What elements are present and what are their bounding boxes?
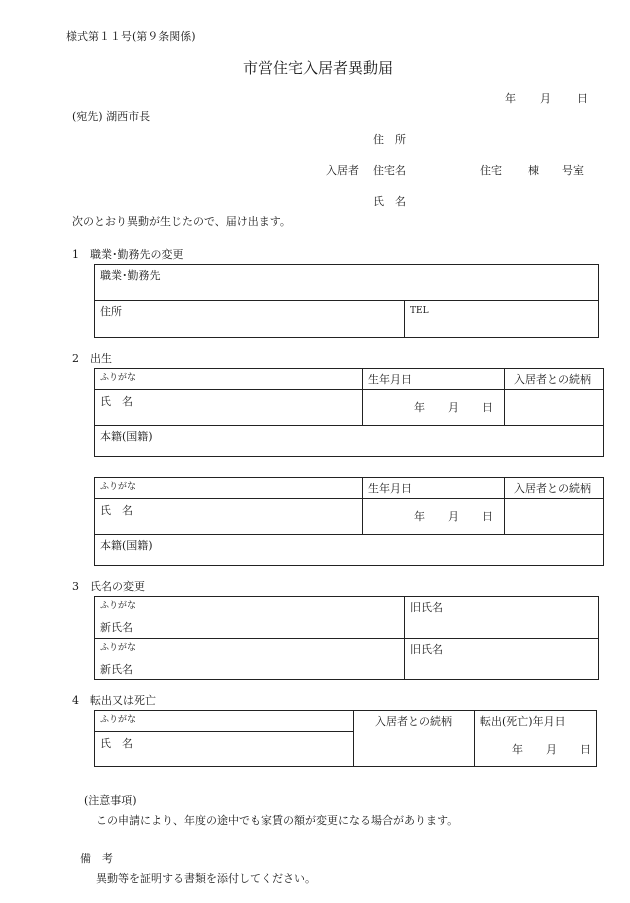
birth1-furigana: ふりがな: [100, 373, 137, 383]
birth1-name-label: 氏 名: [100, 395, 133, 408]
applicant-building-label: 棟: [528, 164, 539, 177]
birth2-furigana: ふりがな: [100, 482, 137, 492]
birth1-year: 年: [414, 401, 425, 414]
birth2-relation-label: 入居者との続柄: [514, 482, 591, 495]
birth1-day: 日: [482, 401, 493, 414]
date-month-label: 月: [540, 92, 551, 105]
section4-heading: 4 転出又は死亡: [72, 694, 156, 707]
remarks-heading: 備 考: [80, 852, 113, 865]
page-title: 市営住宅入居者異動届: [243, 59, 394, 77]
applicant-resident-label: 入居者: [326, 164, 359, 177]
moveout-relation-label: 入居者との続柄: [375, 715, 452, 728]
applicant-housing-name-label: 住宅名: [373, 164, 406, 177]
namechange1-furigana: ふりがな: [100, 601, 137, 611]
section2-heading: 2 出生: [72, 352, 112, 365]
applicant-housing-label: 住宅: [480, 164, 502, 177]
remarks-text: 異動等を証明する書類を添付してください。: [96, 872, 316, 885]
moveout-name-label: 氏 名: [100, 737, 133, 750]
moveout-year: 年: [512, 743, 523, 756]
namechange2-new-name-label: 新氏名: [100, 663, 133, 676]
moveout-month: 月: [546, 743, 557, 756]
birth2-day: 日: [482, 510, 493, 523]
birth2-domicile-label: 本籍(国籍): [100, 539, 153, 552]
employer-tel-label: TEL: [410, 306, 429, 316]
birth2-name-label: 氏 名: [100, 504, 133, 517]
date-day-label: 日: [577, 92, 588, 105]
date-year-label: 年: [505, 92, 516, 105]
namechange1-new-name-label: 新氏名: [100, 621, 133, 634]
birth1-domicile-label: 本籍(国籍): [100, 430, 153, 443]
form-number: 様式第１１号(第９条関係): [66, 30, 196, 43]
moveout-day: 日: [580, 743, 591, 756]
addressee: (宛先) 湖西市長: [72, 110, 151, 123]
namechange1-old-name-label: 旧氏名: [410, 601, 443, 614]
namechange2-old-name-label: 旧氏名: [410, 643, 443, 656]
moveout-furigana: ふりがな: [100, 715, 137, 725]
birth2-year: 年: [414, 510, 425, 523]
moveout-date-label: 転出(死亡)年月日: [480, 715, 566, 728]
section3-heading: 3 氏名の変更: [72, 580, 145, 593]
applicant-name-label: 氏 名: [373, 195, 406, 208]
birth1-month: 月: [448, 401, 459, 414]
birth1-relation-label: 入居者との続柄: [514, 373, 591, 386]
applicant-address-label: 住 所: [373, 133, 406, 146]
employer-address-label: 住所: [100, 305, 122, 318]
namechange2-furigana: ふりがな: [100, 643, 137, 653]
employer-label: 職業･勤務先: [100, 269, 161, 282]
birth2-month: 月: [448, 510, 459, 523]
section1-table: [94, 264, 599, 338]
section1-heading: 1 職業･勤務先の変更: [72, 248, 184, 261]
notes-heading: (注意事項): [84, 794, 137, 807]
applicant-room-label: 号室: [562, 164, 584, 177]
notes-text: この申請により、年度の途中でも家賃の額が変更になる場合があります。: [96, 814, 459, 827]
birth1-birthdate-label: 生年月日: [368, 373, 412, 386]
birth2-birthdate-label: 生年月日: [368, 482, 412, 495]
intro-text: 次のとおり異動が生じたので、届け出ます。: [72, 215, 291, 228]
